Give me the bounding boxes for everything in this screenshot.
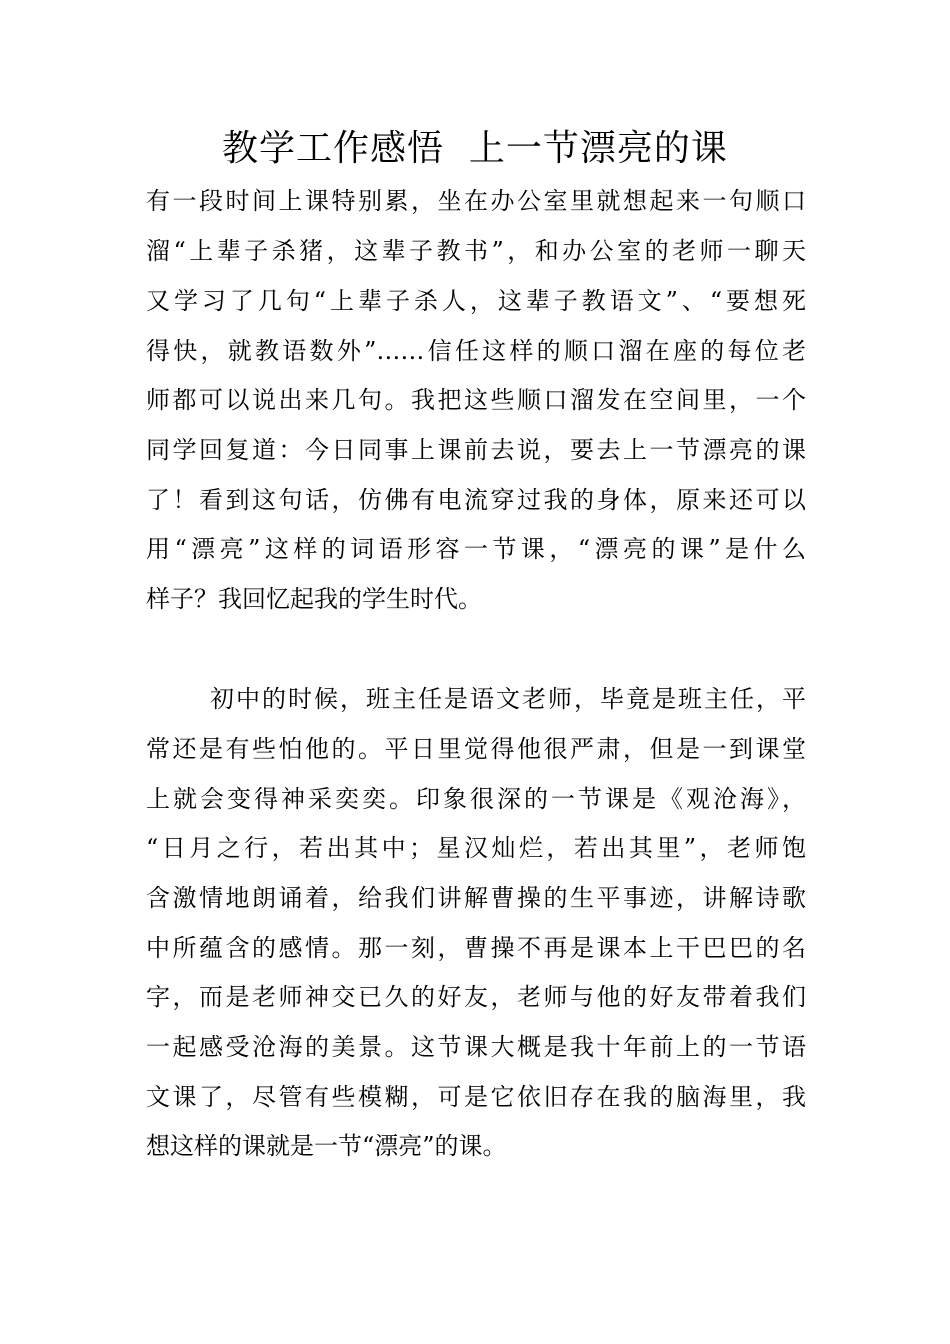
text-line: 师都可以说出来几句。我把这些顺口溜发在空间里，一个 — [146, 386, 806, 414]
text-line: 上就会变得神采奕奕。印象很深的一节课是《观沧海》， — [146, 785, 806, 813]
text-line: 有一段时间上课特别累，坐在办公室里就想起来一句顺口 — [146, 187, 806, 215]
text-line: 中所蕴含的感情。那一刻，曹操不再是课本上干巴巴的名 — [146, 934, 806, 962]
text-line: 了！看到这句话，仿佛有电流穿过我的身体，原来还可以 — [146, 486, 806, 514]
document-title: 教学工作感悟 上一节漂亮的课 — [222, 128, 728, 169]
text-line: 样子？我回忆起我的学生时代。 — [146, 585, 482, 613]
text-line: 一起感受沧海的美景。这节课大概是我十年前上的一节语 — [146, 1033, 806, 1061]
text-line: 文课了，尽管有些模糊，可是它依旧存在我的脑海里，我 — [146, 1083, 806, 1111]
text-line: 含激情地朗诵着，给我们讲解曹操的生平事迹，讲解诗歌 — [146, 884, 806, 912]
text-line: 又学习了几句“上辈子杀人，这辈子教语文”、“要想死 — [146, 287, 806, 315]
text-line: 常还是有些怕他的。平日里觉得他很严肃，但是一到课堂 — [146, 735, 806, 763]
text-line: 字，而是老师神交已久的好友，老师与他的好友带着我们 — [146, 983, 806, 1011]
text-line: 初中的时候，班主任是语文老师，毕竟是班主任，平 — [210, 685, 806, 713]
text-line: “日月之行，若出其中；星汉灿烂，若出其里”，老师饱 — [146, 834, 806, 862]
text-line: 溜“上辈子杀猪，这辈子教书”，和办公室的老师一聊天 — [146, 237, 806, 265]
text-line: 用“漂亮”这样的词语形容一节课，“漂亮的课”是什么 — [146, 535, 806, 563]
text-line: 同学回复道：今日同事上课前去说，要去上一节漂亮的课 — [146, 436, 806, 464]
text-line: 想这样的课就是一节“漂亮”的课。 — [146, 1132, 507, 1160]
text-line: 得快，就教语数外”……信任这样的顺口溜在座的每位老 — [146, 337, 806, 365]
